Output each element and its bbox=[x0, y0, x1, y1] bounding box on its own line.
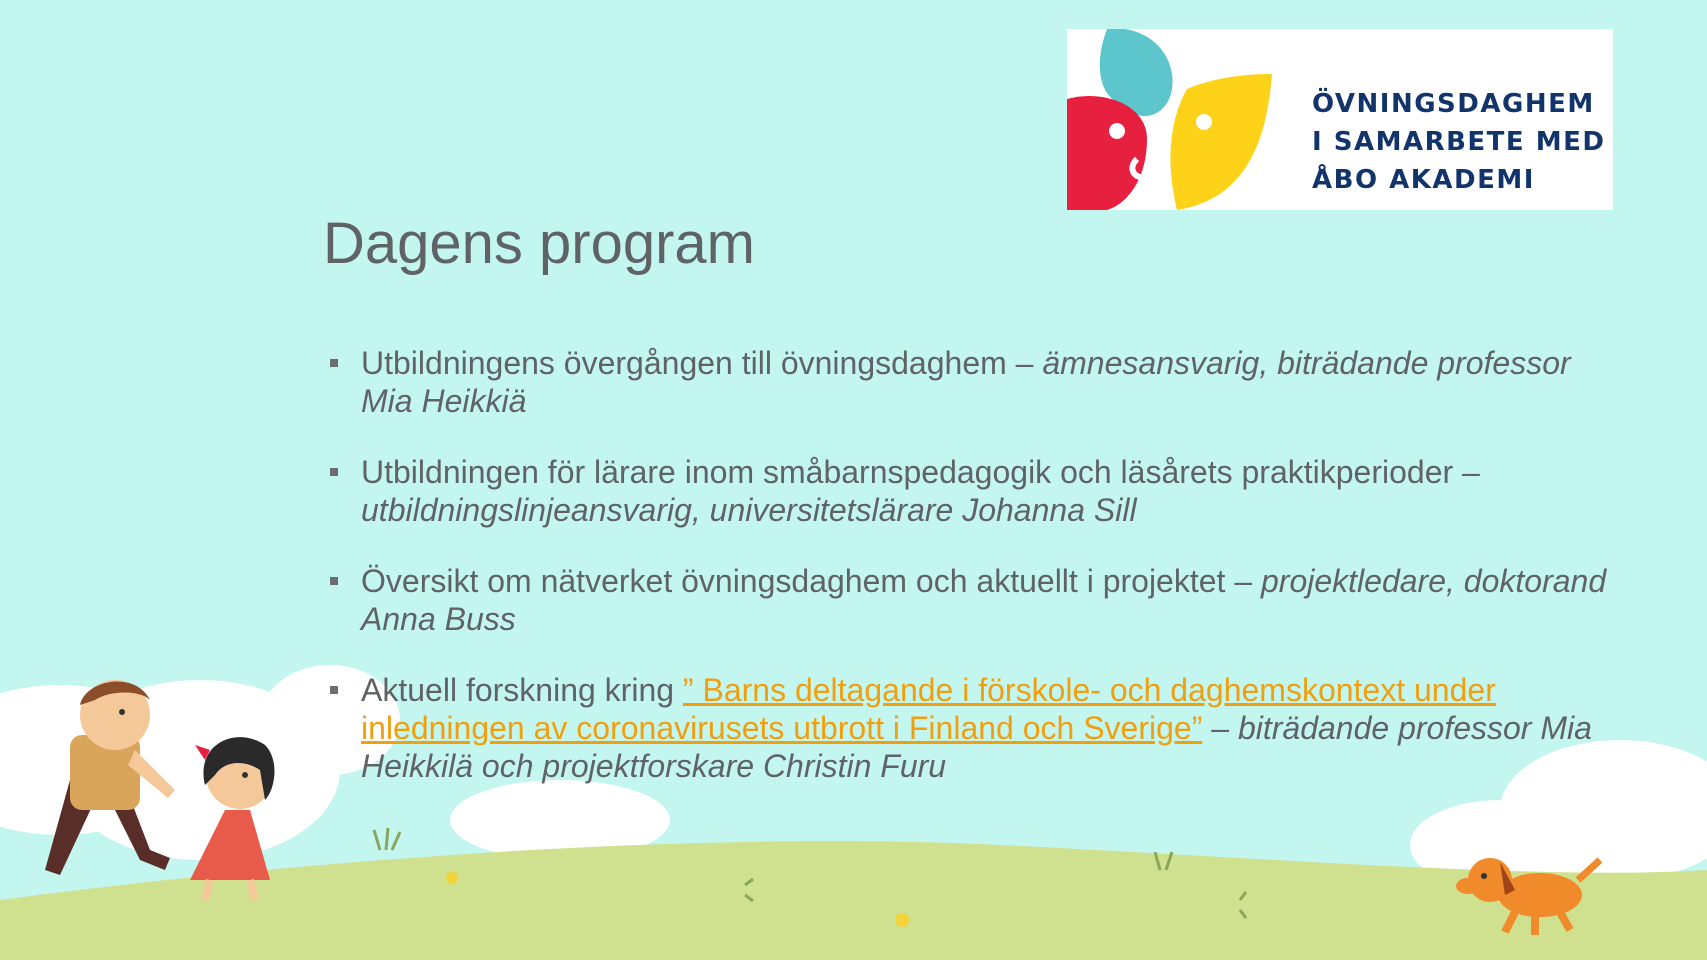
agenda-presenter: biträdande professor Mia Heikkilä och projektforskare Christin Furu bbox=[361, 710, 1592, 784]
agenda-presenter: projektledare, doktorand Anna Buss bbox=[361, 563, 1607, 637]
agenda-text: Aktuell forskning kring bbox=[361, 672, 683, 708]
slide-title: Dagens program bbox=[323, 211, 755, 276]
agenda-presenter: ämnesansvarig, biträdande professor Mia Heikkiä bbox=[361, 345, 1571, 419]
square-bullet-icon bbox=[330, 359, 338, 367]
agenda-text: Utbildningens övergången till övningsdaghem – bbox=[361, 345, 1043, 381]
logo bbox=[1067, 29, 1613, 210]
logo-mark-icon bbox=[1067, 29, 1297, 210]
agenda-item bbox=[330, 344, 1630, 420]
logo-line-3: ÅBO AKADEMI bbox=[1312, 165, 1535, 195]
square-bullet-icon bbox=[330, 577, 338, 585]
research-link[interactable]: ” Barns deltagande i förskole- och daghemskontext under inledningen av coronavirusets utbrott i Finland och Sverige” bbox=[361, 672, 1496, 746]
agenda-text: Utbildningen för lärare inom småbarnspedagogik och läsårets praktikperioder – bbox=[361, 454, 1480, 490]
agenda-presenter: utbildningslinjeansvarig, universitetslärare Johanna Sill bbox=[361, 492, 1137, 528]
agenda-list bbox=[330, 344, 1630, 818]
agenda-item bbox=[330, 671, 1630, 785]
logo-text bbox=[1312, 85, 1605, 199]
agenda-item bbox=[330, 453, 1630, 529]
agenda-text-dash: – bbox=[1202, 710, 1238, 746]
square-bullet-icon bbox=[330, 468, 338, 476]
square-bullet-icon bbox=[330, 686, 338, 694]
logo-line-2: I SAMARBETE MED bbox=[1312, 127, 1606, 157]
agenda-item bbox=[330, 562, 1630, 638]
logo-line-1: ÖVNINGSDAGHEM bbox=[1312, 89, 1595, 119]
agenda-text: Översikt om nätverket övningsdaghem och aktuellt i projektet – bbox=[361, 563, 1261, 599]
